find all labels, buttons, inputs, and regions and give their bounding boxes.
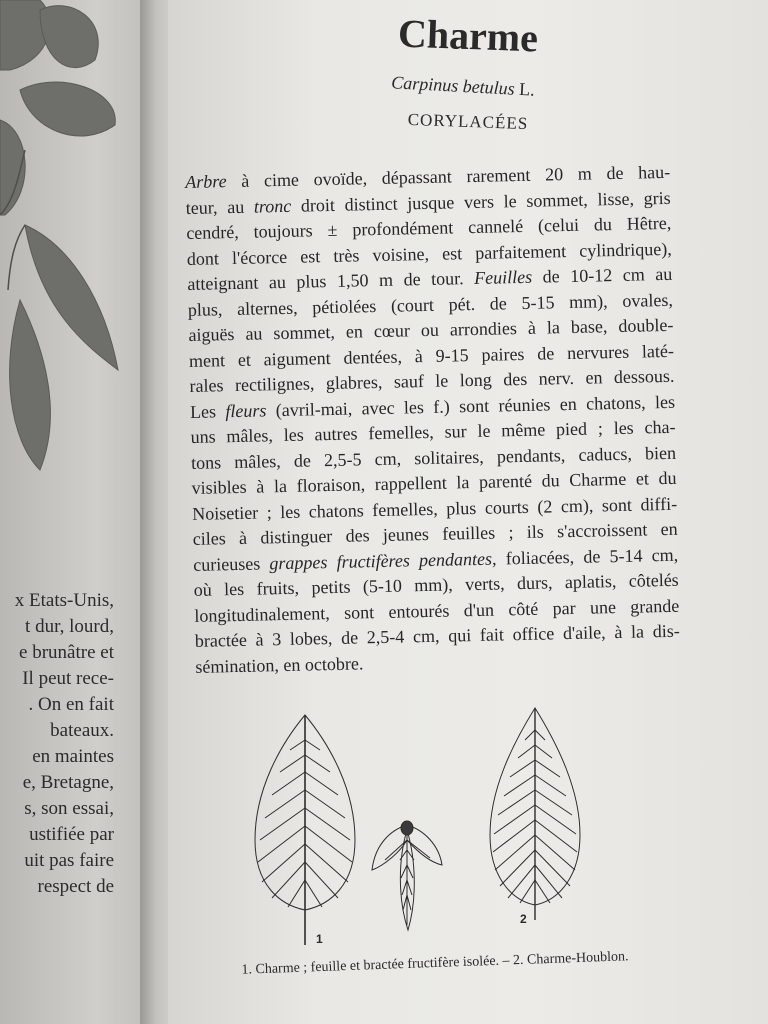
family-name: CORYLACÉES (407, 109, 529, 134)
left-text-line: . On en fait (28, 694, 114, 715)
page-title: Charme (397, 10, 539, 61)
text-line: où les fruits, petits (5-10 mm), verts, durs, aplatis, côtelés (193, 569, 679, 600)
text-line: ment et aigument dentées, à 9-15 paires de nervures laté- (188, 340, 675, 371)
text-italic: tronc (253, 195, 292, 217)
leaf-illustration-left (0, 0, 160, 480)
text-line: Noisetier ; les chatons femelles, plus courts (2 cm), sont diffi- (191, 493, 678, 524)
text-line: uns mâles, les autres femelles, sur le même pied ; les cha- (190, 416, 676, 447)
left-text-line: s, son essai, (24, 798, 114, 819)
binomial-name: Carpinus betulus (390, 72, 516, 99)
text-span: de 10-12 cm au (531, 263, 673, 287)
text-line: plus, alternes, pétiolées (court pét. de 5-15 mm), ovales, (187, 289, 674, 320)
left-text-line: e, Bretagne, (22, 772, 114, 793)
text-span: (avril-mai, avec les f.) sont réunies en chatons, les (266, 391, 676, 420)
left-text-line: en maintes (32, 746, 114, 767)
text-span: foliacées, de 5-14 cm, (496, 544, 679, 569)
left-text-line: bateaux. (50, 720, 114, 741)
left-page (0, 0, 160, 1024)
text-span: curieuses (193, 552, 270, 575)
text-line: longitudinalement, sont entourés d'un côté par une grande (194, 595, 680, 626)
text-italic: Feuilles (473, 266, 533, 288)
text-italic: Arbre (185, 171, 227, 192)
text-line: rales rectilignes, glabres, sauf le long des nerv. en dessous. (189, 365, 675, 396)
left-text-line: Il peut rece- (22, 668, 114, 689)
text-line: ciles à distinguer des jeunes feuilles ; ils s'accroissent en (192, 518, 678, 549)
hornbeam-leaf-drawing (250, 700, 590, 950)
text-line: bractée à 3 lobes, de 2,5-4 cm, qui fait office d'aile, à la dis- (194, 620, 680, 651)
left-text-line: e brunâtre et (19, 642, 114, 663)
text-line: cendré, toujours ± profondément cannelé (celui du Hêtre, (186, 212, 672, 243)
figure-caption: 1. Charme ; feuille et bractée fructifère isolée. – 2. Charme-Houblon. (241, 949, 629, 978)
text-italic: grappes fructifères pendantes, (269, 548, 497, 573)
text-span: à cime ovoïde, dépassant rarement 20 m de hau- (226, 161, 671, 192)
figure-label-2: 2 (520, 912, 527, 926)
text-line: dont l'écorce est très voisine, est parfaitement cylindrique), (186, 238, 672, 269)
left-text-line: respect de (37, 876, 114, 897)
text-span: teur, au (185, 196, 255, 218)
left-text-line: x Etats-Unis, (14, 590, 114, 611)
text-span: Les (189, 400, 226, 422)
text-line: aiguës au sommet, en cœur ou arrondies à la base, double- (188, 314, 674, 345)
left-text-line: ustifiée par (29, 824, 114, 845)
leaf-figure (250, 700, 590, 950)
author-abbrev: L. (518, 78, 536, 100)
left-text-line: t dur, lourd, (25, 616, 114, 637)
text-span: atteignant au plus 1,50 m de tour. (187, 267, 475, 294)
text-line: visibles à la floraison, rappellent la parenté du Charme et du (191, 467, 677, 498)
description-text (185, 160, 681, 680)
text-line: tons mâles, de 2,5-5 cm, solitaires, pendants, caducs, bien (190, 442, 677, 473)
text-line: sémination, en octobre. (195, 652, 364, 677)
text-italic: fleurs (225, 399, 267, 421)
left-text-line: uit pas faire (24, 850, 114, 871)
figure-label-1: 1 (316, 932, 323, 946)
left-page-text (0, 588, 150, 900)
text-span: droit distinct jusque vers le sommet, lisse, gris (291, 187, 671, 216)
